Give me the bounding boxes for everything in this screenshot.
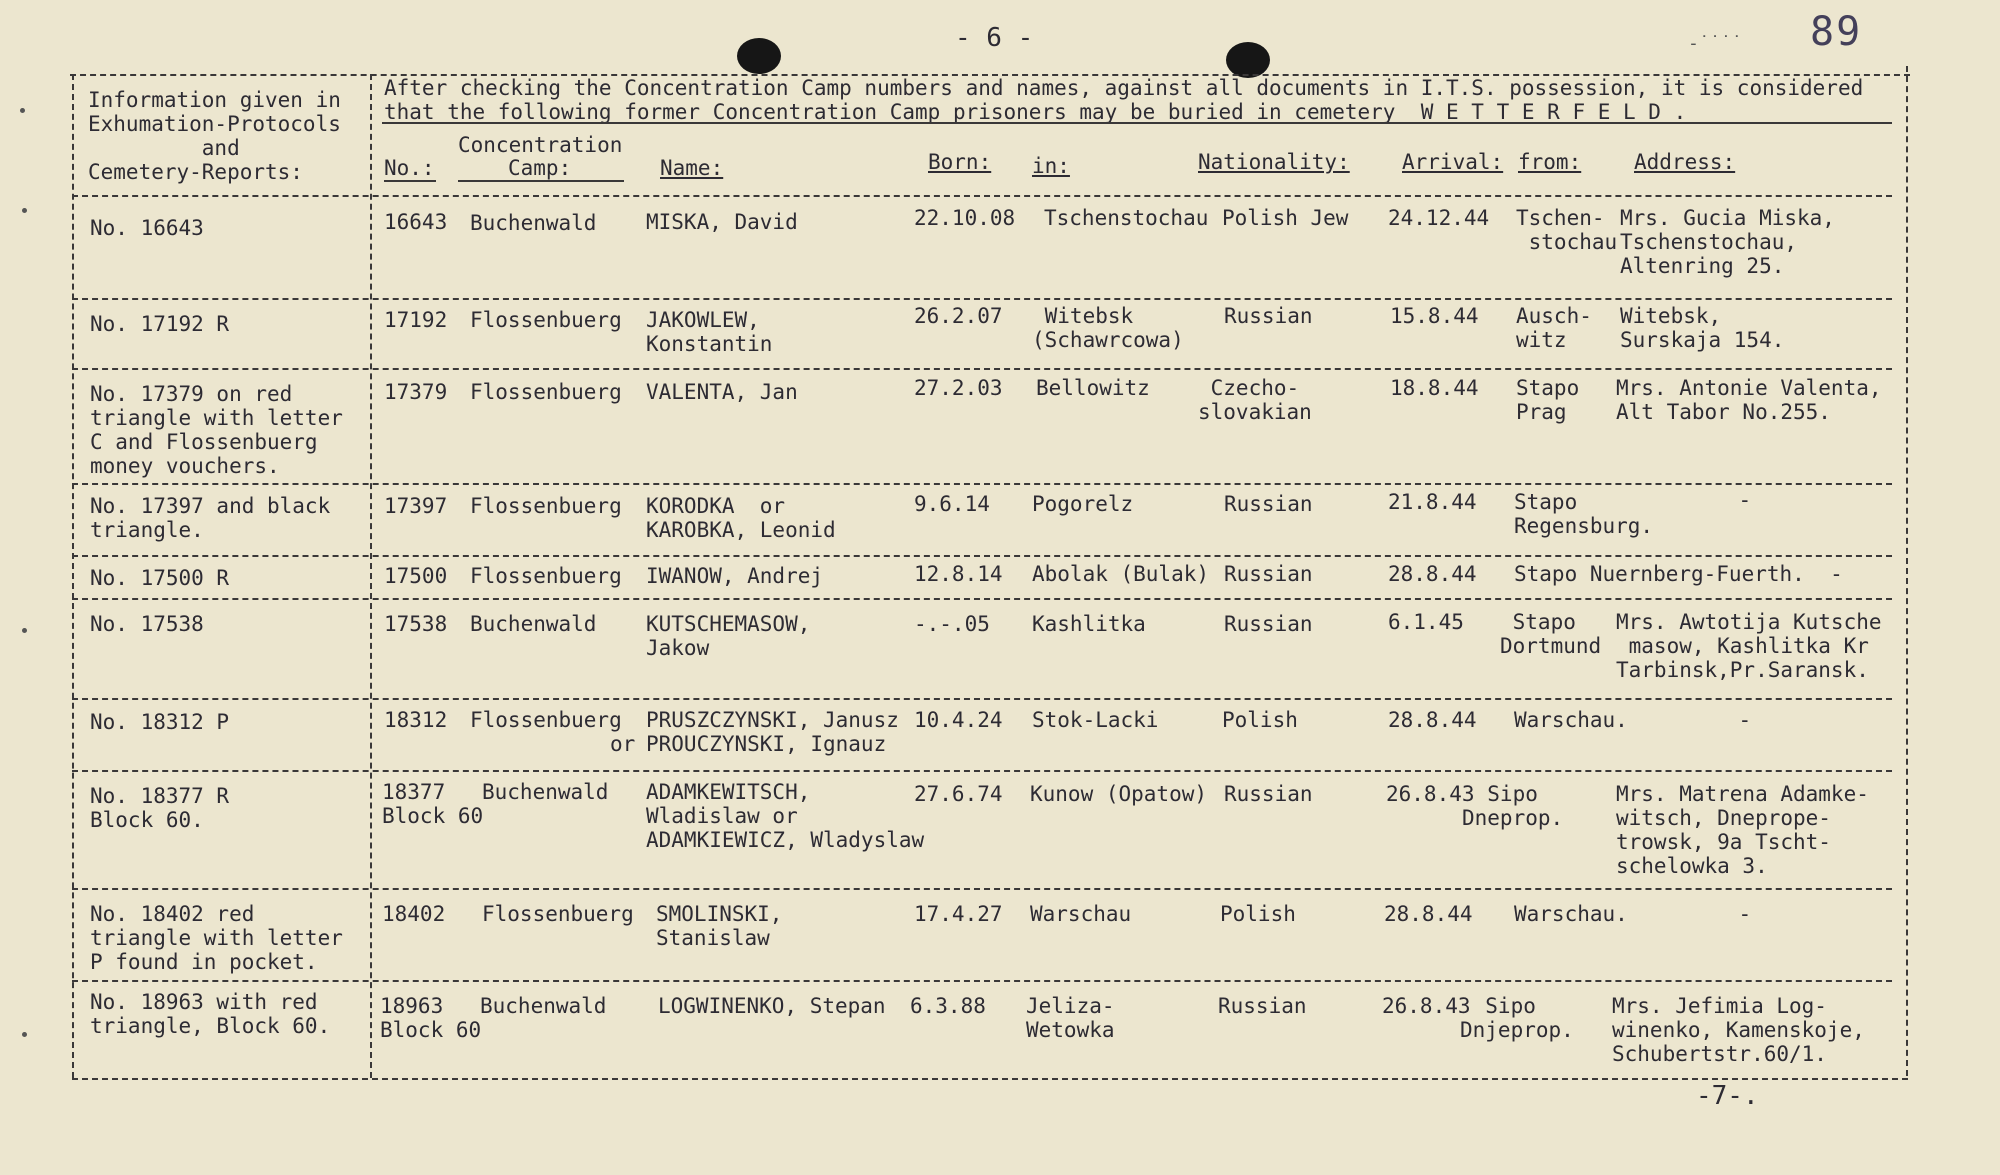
row-no: 17538 (384, 612, 448, 636)
row-arrival: 24.12.44 (1388, 206, 1490, 230)
row-born: 22.10.08 (914, 206, 1016, 230)
row-no: 18402 (382, 902, 446, 926)
row-separator (72, 368, 1892, 370)
row-camp: Flossenbuerg (482, 902, 634, 926)
frame-bottom-line (72, 1078, 1908, 1080)
row-address: Mrs. Jefimia Log- winenko, Kamenskoje, Schubertstr.60/1. (1612, 994, 1865, 1066)
row-born: -.-.05 (914, 612, 990, 636)
col-header-underline (458, 180, 624, 182)
row-address: Mrs. Antonie Valenta, Alt Tabor No.255. (1616, 376, 1882, 424)
row-name: KORODKA or KAROBKA, Leonid (646, 494, 836, 542)
frame-right-line (1906, 66, 1908, 1076)
margin-dot (22, 208, 27, 213)
row-info: No. 18402 red triangle with letter P found in pocket. (90, 902, 343, 974)
row-from: Ausch- witz (1516, 304, 1592, 352)
stamp-number: 89 (1810, 9, 1863, 55)
row-separator (72, 698, 1892, 700)
row-name: KUTSCHEMASOW, Jakow (646, 612, 811, 660)
row-no: 18963 Block 60 (380, 994, 482, 1042)
row-from: Tschen- stochau (1516, 206, 1618, 254)
row-no: 17397 (384, 494, 448, 518)
row-camp: Flossenbuerg (470, 308, 622, 332)
row-no: 17379 (384, 380, 448, 404)
row-from: Sipo Dnjeprop. (1460, 994, 1574, 1042)
col-header-in: in: (1032, 154, 1070, 178)
margin-dot (20, 108, 25, 113)
row-place: Bellowitz (1036, 376, 1150, 400)
row-arrival: 21.8.44 (1388, 490, 1477, 514)
row-no: 16643 (384, 210, 448, 234)
row-no: 17192 (384, 308, 448, 332)
row-arrival: 28.8.44 (1384, 902, 1473, 926)
row-born: 26.2.07 (914, 304, 1003, 328)
row-born: 10.4.24 (914, 708, 1003, 732)
row-arrival: 28.8.44 (1388, 708, 1477, 732)
row-camp: Buchenwald (470, 211, 597, 235)
intro-underline (382, 122, 1892, 124)
row-camp: Flossenbuerg (470, 380, 622, 404)
margin-dot (22, 628, 27, 633)
row-address: Witebsk, Surskaja 154. (1620, 304, 1785, 352)
row-address: - (1650, 488, 1752, 512)
row-address: - (1650, 902, 1752, 926)
row-no: 18312 (384, 708, 448, 732)
row-camp: Flossenbuerg (470, 708, 622, 732)
row-camp: Buchenwald (480, 994, 607, 1018)
row-separator (72, 598, 1892, 600)
punch-hole-right (1226, 42, 1270, 78)
row-info: No. 16643 (90, 216, 204, 240)
row-nationality: Polish Jew (1222, 206, 1349, 230)
row-nationality: Polish (1222, 708, 1298, 732)
row-separator (72, 555, 1892, 557)
row-camp: Flossenbuerg (470, 494, 622, 518)
row-born: 9.6.14 (914, 492, 990, 516)
row-info: No. 17397 and black triangle. (90, 494, 331, 542)
row-place: Pogorelz (1032, 492, 1134, 516)
row-name: VALENTA, Jan (646, 380, 798, 404)
row-no: 18377 Block 60 (382, 780, 484, 828)
col-header-born: Born: (928, 150, 992, 174)
row-separator (72, 980, 1892, 982)
row-place: Tschenstochau (1044, 206, 1209, 230)
row-separator (72, 195, 1892, 197)
row-born: 12.8.14 (914, 562, 1003, 586)
row-camp: Buchenwald (470, 612, 597, 636)
row-separator (72, 770, 1892, 772)
col-header-address: Address: (1634, 150, 1736, 174)
row-nationality: Russian (1224, 304, 1313, 328)
row-born: 6.3.88 (910, 994, 986, 1018)
row-place: Witebsk (Schawrcowa) (1032, 304, 1184, 352)
row-info: No. 18377 R Block 60. (90, 784, 230, 832)
row-arrival: 26.8.43 (1386, 782, 1475, 806)
margin-dot (22, 1032, 27, 1037)
row-arrival: 6.1.45 (1388, 610, 1464, 634)
col-header-no: No.: (384, 156, 435, 180)
row-address: Mrs. Matrena Adamke- witsch, Dneprope- trowsk, 9a Tscht- schelowka 3. (1616, 782, 1869, 878)
row-name: JAKOWLEW, Konstantin (646, 308, 773, 356)
row-separator (72, 298, 1892, 300)
row-from: Warschau. (1514, 902, 1628, 926)
row-arrival: 28.8.44 (1388, 562, 1477, 586)
punch-hole-left (737, 38, 781, 74)
row-info: No. 18963 with red triangle, Block 60. (90, 990, 331, 1038)
row-name: IWANOW, Andrej (646, 564, 824, 588)
row-nationality: Russian (1224, 492, 1313, 516)
footer-page-number: -7-. (1696, 1081, 1759, 1111)
col-header-from: from: (1518, 150, 1582, 174)
row-born: 27.2.03 (914, 376, 1003, 400)
row-born: 17.4.27 (914, 902, 1003, 926)
row-camp: Buchenwald (482, 780, 609, 804)
row-from: Warschau. (1514, 708, 1628, 732)
row-info: No. 17192 R (90, 312, 230, 336)
row-nationality: Russian (1224, 612, 1313, 636)
row-arrival: 15.8.44 (1390, 304, 1479, 328)
row-born: 27.6.74 (914, 782, 1003, 806)
row-camp: Flossenbuerg (470, 564, 622, 588)
col-header-underline (384, 180, 436, 182)
row-nationality: Polish (1220, 902, 1296, 926)
row-address: - (1650, 708, 1752, 732)
row-nationality: Russian (1224, 562, 1313, 586)
row-name: PRUSZCZYNSKI, Janusz PROUCZYNSKI, Ignauz (646, 708, 899, 756)
row-place: Kashlitka (1032, 612, 1146, 636)
row-from: Stapo Regensburg. (1514, 490, 1654, 538)
col-header-arrival: Arrival: (1402, 150, 1504, 174)
row-name-or: or (610, 732, 636, 756)
row-from: Sipo Dneprop. (1462, 782, 1564, 830)
row-place: Kunow (Opatow) (1030, 782, 1208, 806)
row-place: Jeliza- Wetowka (1026, 994, 1115, 1042)
row-place: Abolak (Bulak) (1032, 562, 1210, 586)
row-no: 17500 (384, 564, 448, 588)
row-info: No. 17538 (90, 612, 204, 636)
row-name: ADAMKEWITSCH, Wladislaw or ADAMKIEWICZ, Wladyslaw (646, 780, 925, 852)
frame-left-line (72, 74, 74, 1078)
row-place: Stok-Lacki (1032, 708, 1159, 732)
col-header-name: Name: (660, 156, 724, 180)
row-nationality: Russian (1218, 994, 1307, 1018)
row-from: Stapo Nuernberg-Fuerth. - (1514, 562, 1843, 586)
row-info: No. 17379 on red triangle with letter C and Flossenbuerg money vouchers. (90, 382, 343, 478)
row-arrival: 18.8.44 (1390, 376, 1479, 400)
row-place: Warschau (1030, 902, 1132, 926)
row-info: No. 17500 R (90, 566, 230, 590)
row-info: No. 18312 P (90, 710, 230, 734)
intro-line-2: that the following former Concentration Camp prisoners may be buried in cemetery W E T T E R F E L D . (384, 100, 1687, 124)
row-nationality: Russian (1224, 782, 1313, 806)
col-header-camp-top: Concentration (458, 133, 623, 157)
col-header-nationality: Nationality: (1198, 150, 1350, 174)
stamp-marks: -˙˙˙˙ (1688, 33, 1743, 54)
row-name: SMOLINSKI, Stanislaw (656, 902, 783, 950)
row-name: LOGWINENKO, Stepan (658, 994, 886, 1018)
row-separator (72, 483, 1892, 485)
intro-line-1: After checking the Concentration Camp numbers and names, against all documents in I.T.S. possession, it is considered (384, 76, 1864, 100)
row-arrival: 26.8.43 (1382, 994, 1471, 1018)
page-number: - 6 - (955, 23, 1034, 53)
row-address: Mrs. Gucia Miska, Tschenstochau, Altenring 25. (1620, 206, 1835, 278)
row-name: MISKA, David (646, 210, 798, 234)
row-from: Stapo Dortmund (1500, 610, 1602, 658)
left-header: Information given in Exhumation-Protocols and Cemetery-Reports: (88, 88, 341, 184)
row-from: Stapo Prag (1516, 376, 1580, 424)
col-header-camp: Camp: (508, 156, 572, 180)
row-address: Mrs. Awtotija Kutsche masow, Kashlitka Kr Tarbinsk,Pr.Saransk. (1616, 610, 1882, 682)
row-separator (72, 888, 1892, 890)
row-nationality: Czecho- slovakian (1198, 376, 1312, 424)
column-divider-line (370, 74, 372, 1078)
